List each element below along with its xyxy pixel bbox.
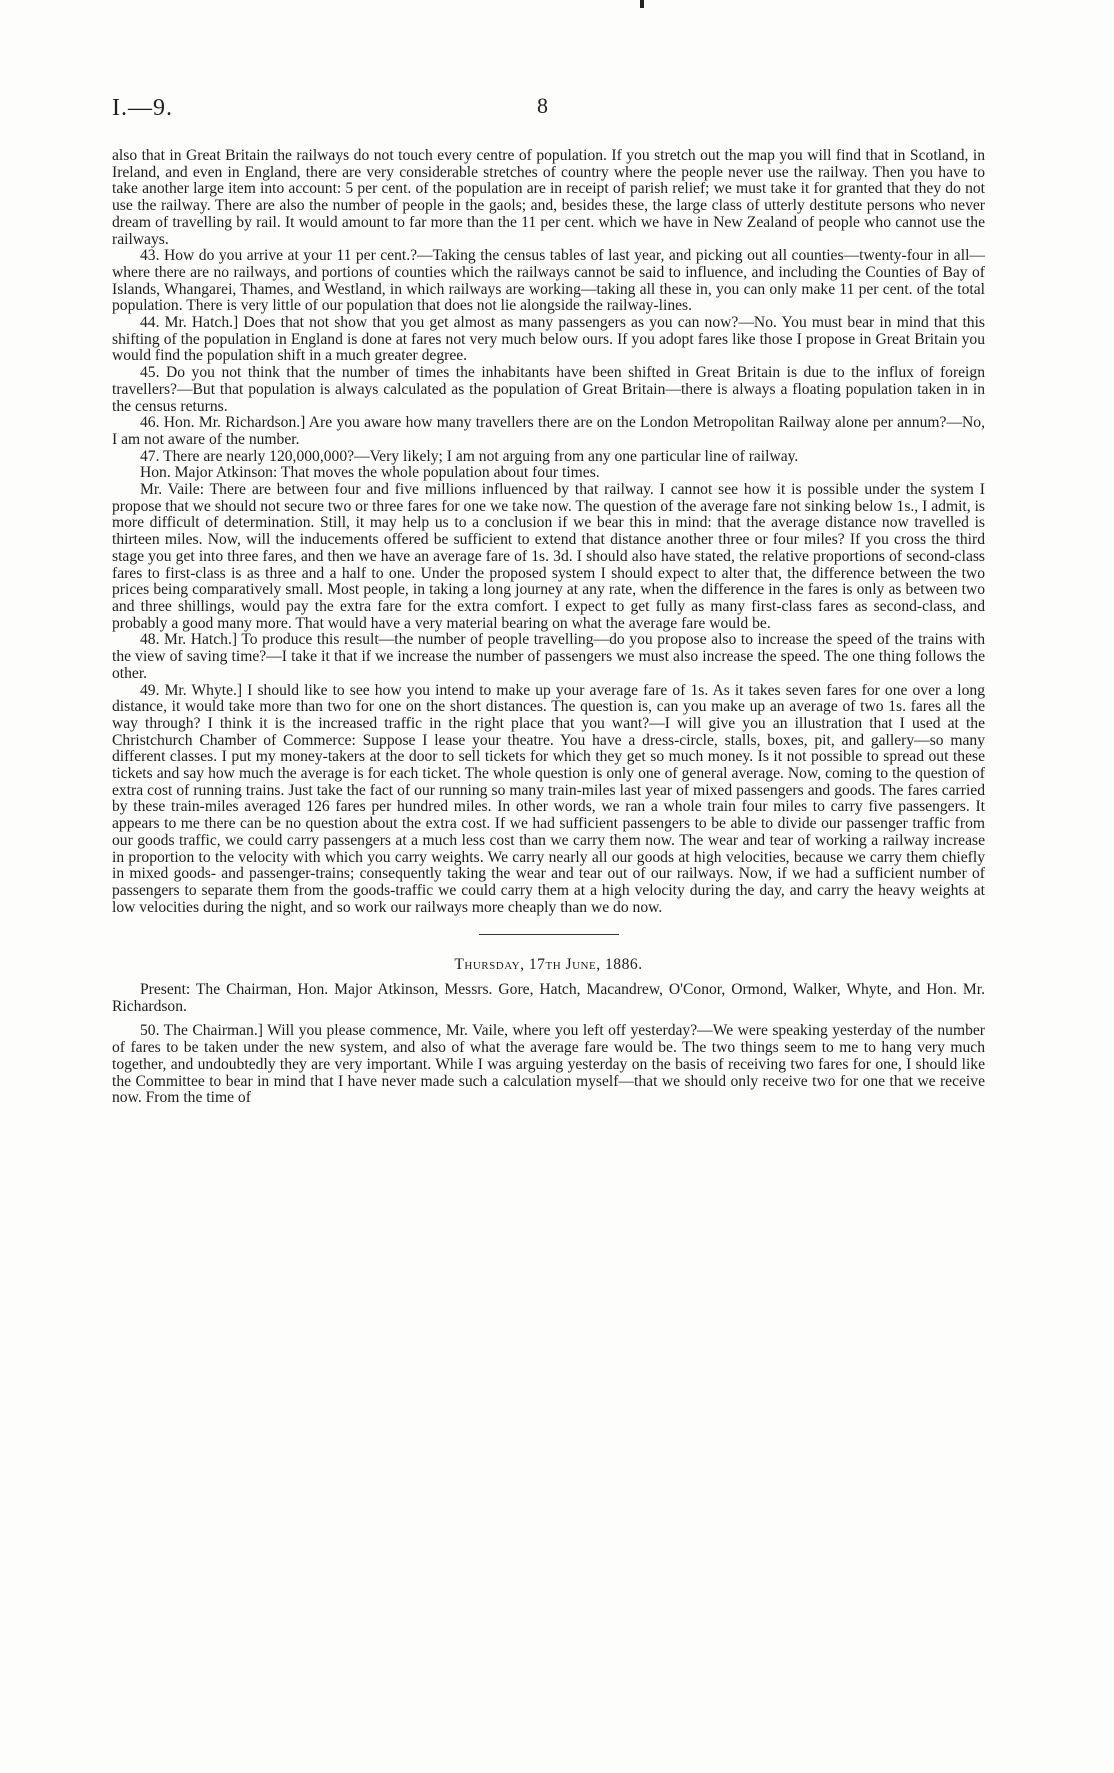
section-divider bbox=[479, 934, 619, 935]
paragraph: Mr. Vaile: There are between four and five millions influenced by that railway. I cannot see how it is possible under the system I propose that we should not secure two or three fares for one we take now. The question of the average fare not sinking below 1s., I admit, is more difficult of determination. Still, it may help us to a conclusion if we bear this in mind: that the average distance now travelled is thirteen miles. Now, will the inducements offered be sufficient to extend that distance another three or four miles? If you cross the third stage you get into three fares, and then we have an average fare of 1s. 3d. I should also have stated, the relative proportions of second-class fares to first-class is as three and a half to one. Under the proposed system I should expect to alter that, the difference between the two prices being comparatively small. Most people, in taking a long journey at any rate, when the difference in the fares is only as between two and three shillings, would pay the extra fare for the extra comfort. I expect to get fully as many first-class fares as second-class, and probably a good many more. That would have a very material bearing on what the average fare would be. bbox=[112, 481, 985, 632]
paragraph: 46. Hon. Mr. Richardson.] Are you aware how many travellers there are on the London Metropolitan Railway alone per annum?—No, I am not aware of the number. bbox=[112, 414, 985, 448]
paragraph: 43. How do you arrive at your 11 per cent.?—Taking the census tables of last year, and picking out all counties—twenty-four in all—where there are no railways, and portions of counties which the railways cannot be said to influence, and including the Counties of Bay of Islands, Whangarei, Thames, and Westland, in which railways are working—taking all these in, you can only make 11 per cent. of the total population. There is very little of our population that does not lie alongside the railway-lines. bbox=[112, 247, 985, 315]
document-body bbox=[112, 148, 985, 1107]
page-number: 8 bbox=[537, 93, 548, 118]
paragraph: 44. Mr. Hatch.] Does that not show that you get almost as many passengers as you can now?—No. You must bear in mind that this shifting of the population in England is done at fares not very much below ours. If you adopt fares like those I propose in Great Britain you would find the population shift in a much greater degree. bbox=[112, 314, 985, 365]
paragraph: 50. The Chairman.] Will you please commence, Mr. Vaile, where you left off yesterday?—We were speaking yesterday of the number of fares to be taken under the new system, and also of what the average fare would be. The two things seem to me to hang very much together, and undoubtedly they are very important. While I was arguing yesterday on the basis of receiving two fares for one, I should like the Committee to bear in mind that I have never made such a calculation myself—that we should only receive two for one that we receive now. From the time of bbox=[112, 1022, 985, 1107]
attendance-list: Present: The Chairman, Hon. Major Atkinson, Messrs. Gore, Hatch, Macandrew, O'Conor, Ormond, Walker, Whyte, and Hon. Mr. Richardson. bbox=[112, 981, 985, 1015]
paragraph: also that in Great Britain the railways do not touch every centre of population. If you stretch out the map you will find that in Scotland, in Ireland, and even in England, there are very considerable stretches of country where the people never use the railway. Then you have to take another large item into account: 5 per cent. of the population are in receipt of parish relief; we must take it for granted that they do not use the railway. There are also the number of people in the gaols; and, besides these, the large class of utterly destitute persons who never dream of travelling by rail. It would amount to far more than the 11 per cent. which we have in New Zealand of people who cannot use the railways. bbox=[112, 147, 985, 248]
paragraph: 47. There are nearly 120,000,000?—Very likely; I am not arguing from any one particular line of railway. bbox=[140, 447, 799, 465]
document-reference: I.—9. bbox=[112, 95, 173, 121]
paragraph: 45. Do you not think that the number of times the inhabitants have been shifted in Great Britain is due to the influx of foreign travellers?—But that population is always calculated as the population of Great Britain—there is always a floating population taken in in the census returns. bbox=[112, 364, 985, 415]
paragraph: 48. Mr. Hatch.] To produce this result—the number of people travelling—do you propose also to increase the speed of the trains with the view of saving time?—I take it that if we increase the number of passengers we must also increase the speed. The one thing follows the other. bbox=[112, 631, 985, 682]
paragraph: Hon. Major Atkinson: That moves the whole population about four times. bbox=[140, 464, 600, 482]
paragraph: 49. Mr. Whyte.] I should like to see how you intend to make up your average fare of 1s. As it takes seven fares for one over a long distance, it would take more than two for one on the short distances. The question is, can you make up an average of two 1s. fares all the way through? I think it is the increased traffic in the right place that you want?—I will give you an illustration that I used at the Christchurch Chamber of Commerce: Suppose I lease your theatre. You have a dress-circle, stalls, boxes, pit, and gallery—so many different classes. I put my money-takers at the door to sell tickets for which they get so much money. Is it not possible to spread out these tickets and say how much the average is for each ticket. The whole question is only one of general average. Now, coming to the question of extra cost of running trains. Just take the fact of our running so many train-miles last year of mixed passengers and goods. The fares carried by these train-miles averaged 126 fares per hundred miles. In other words, we ran a whole train four miles to carry five passengers. It appears to me there can be no question about the extra cost. If we had sufficient passengers to be able to divide our passenger traffic from our goods traffic, we could carry passengers at a much less cost than we carry them now. The wear and tear of working a railway increase in proportion to the velocity with which you carry weights. We carry nearly all our goods at high velocities, because we carry them chiefly in mixed goods- and passenger-trains; consequently taking the wear and tear out of our railways. Now, if we had a sufficient number of passengers to separate them from the goods-traffic we could carry them at a high velocity during the day, and carry the heavy weights at low velocities during the night, and so work our railways more cheaply than we do now. bbox=[112, 681, 985, 916]
session-date: Thursday, 17th June, 1886. bbox=[454, 956, 643, 974]
print-mark bbox=[640, 0, 644, 8]
